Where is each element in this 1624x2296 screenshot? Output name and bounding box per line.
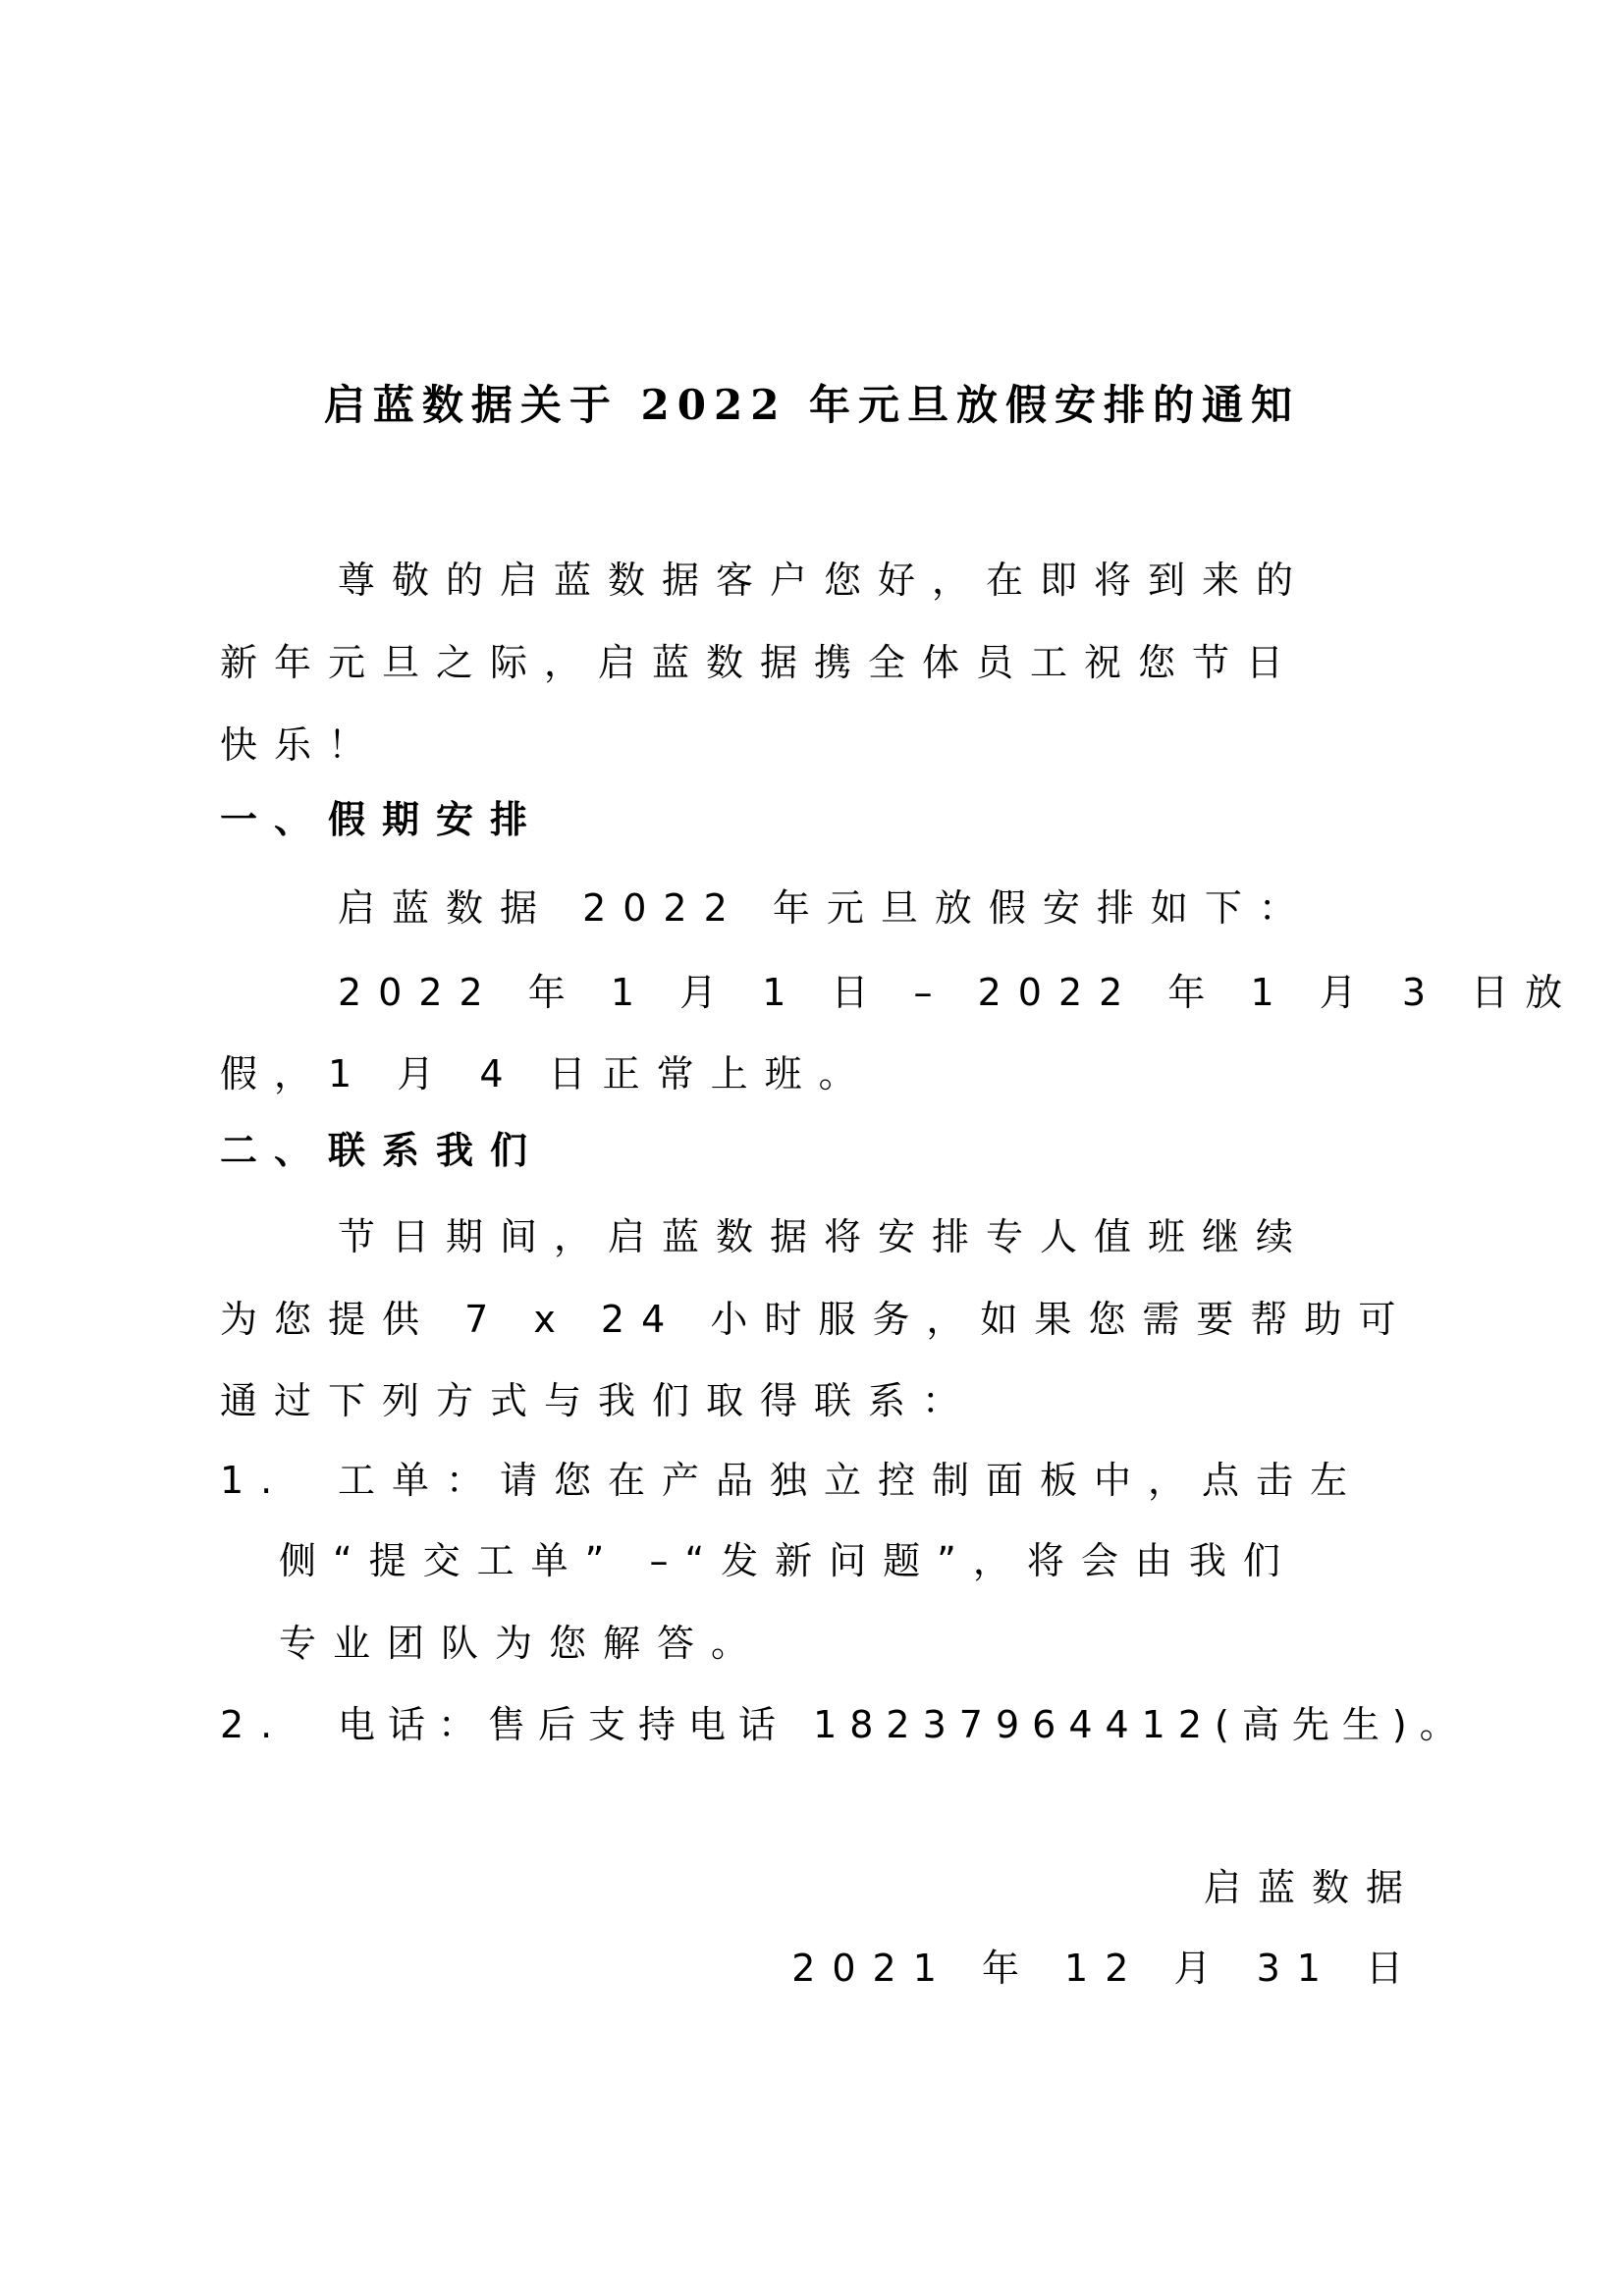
holiday-dates-line-1: 2022 年 1 月 1 日 – 2022 年 1 月 3 日放: [338, 971, 1580, 1014]
contact-para-line-1: 节日期间，启蓝数据将安排专人值班继续: [338, 1215, 1311, 1258]
contact-para-line-3: 通过下列方式与我们取得联系：: [220, 1379, 977, 1422]
signature-company: 启蓝数据: [1203, 1866, 1420, 1909]
greeting-line-3: 快乐！: [220, 723, 383, 767]
holiday-intro: 启蓝数据 2022 年元旦放假安排如下：: [338, 886, 1313, 930]
greeting-line-2: 新年元旦之际，启蓝数据携全体员工祝您节日: [220, 641, 1301, 684]
list-item-2-line-1: 电话：售后支持电话 18237964412(高先生)。: [338, 1703, 1470, 1746]
signature-date: 2021 年 12 月 31 日: [791, 1947, 1420, 1990]
notice-title: 启蓝数据关于 2022 年元旦放假安排的通知: [323, 381, 1301, 429]
greeting-line-1: 尊敬的启蓝数据客户您好，在即将到来的: [338, 559, 1311, 602]
holiday-dates-line-2: 假，1 月 4 日正常上班。: [220, 1052, 873, 1095]
list-item-number-2: 2.: [220, 1703, 290, 1746]
section-heading-contact: 二、联系我们: [220, 1129, 545, 1172]
contact-para-line-2: 为您提供 7 x 24 小时服务，如果您需要帮助可: [220, 1298, 1413, 1341]
list-item-1-line-1: 工单：请您在产品独立控制面板中，点击左: [338, 1459, 1365, 1502]
list-item-number-1: 1.: [220, 1459, 290, 1502]
section-heading-holiday: 一、假期安排: [220, 798, 545, 841]
list-item-1-line-3: 专业团队为您解答。: [279, 1622, 766, 1665]
list-item-1-line-2: 侧“提交工单” –“发新问题”，将会由我们: [279, 1539, 1297, 1582]
